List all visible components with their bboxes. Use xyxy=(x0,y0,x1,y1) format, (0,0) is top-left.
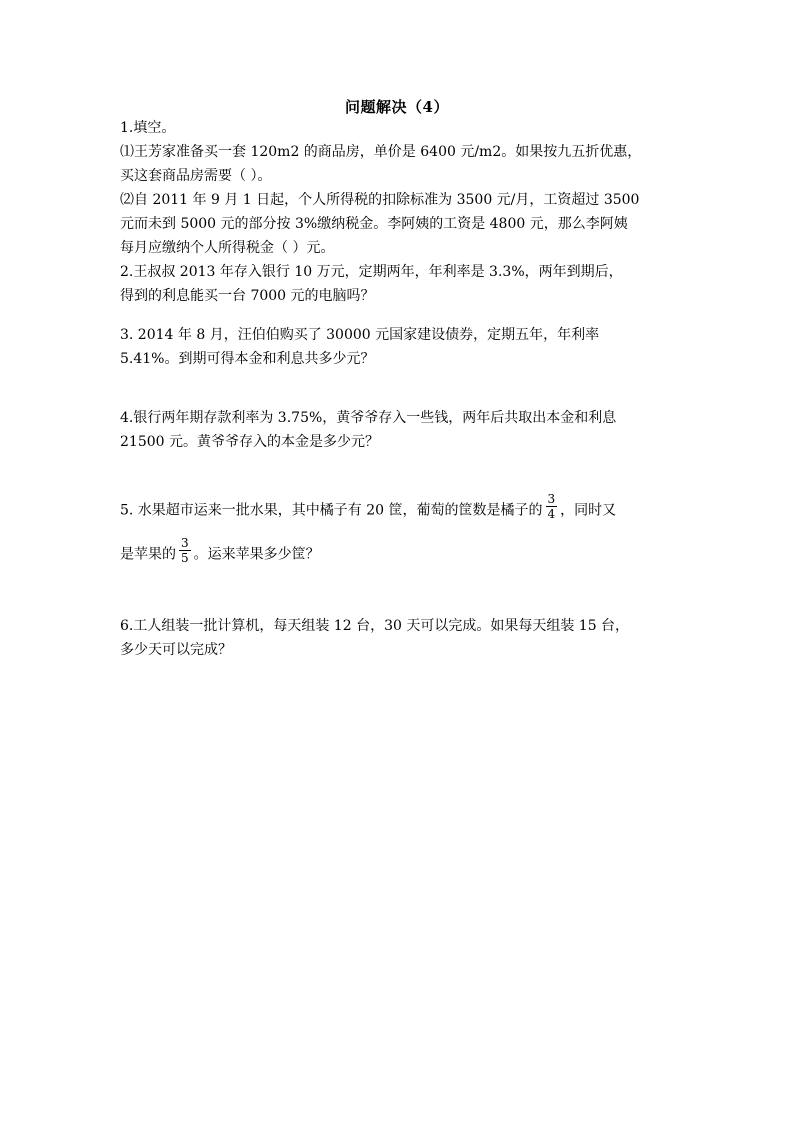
q5-line2-text-a: 是苹果的 xyxy=(120,546,176,563)
question-1 xyxy=(120,116,690,260)
question-4 xyxy=(120,406,690,454)
q1-part2-line1: ⑵自 2011 年 9 月 1 日起，个人所得税的扣除标准为 3500 元/月，工资超过 3500 xyxy=(120,192,640,208)
q5-line2 xyxy=(120,536,690,574)
q6-line1: 6.工人组装一批计算机，每天组装 12 台，30 天可以完成。如果每天组装 15 台， xyxy=(120,618,630,634)
q4-line2: 21500 元。黄爷爷存入的本金是多少元？ xyxy=(120,434,379,450)
fraction-numerator: 3 xyxy=(547,492,556,506)
q4-line1: 4.银行两年期存款利率为 3.75%，黄爷爷存入一些钱，两年后共取出本金和利息 xyxy=(120,410,617,426)
q5-line1 xyxy=(120,492,690,540)
q3-line1: 3. 2014 年 8 月，汪伯伯购买了 30000 元国家建设债券，定期五年，年利率 xyxy=(120,327,600,343)
q3-line2: 5.41%。到期可得本金和利息共多少元？ xyxy=(120,351,375,367)
question-5 xyxy=(120,492,690,574)
q6-line2: 多少天可以完成？ xyxy=(120,642,232,658)
page-title: 问题解决（4） xyxy=(345,98,449,116)
fraction-three-fifths xyxy=(179,536,191,565)
q1-part2-line2: 元而未到 5000 元的部分按 3%缴纳税金。李阿姨的工资是 4800 元，那么李阿姨 xyxy=(120,216,628,232)
q5-line1-text-b: ，同时又 xyxy=(560,502,617,519)
q1-part1-line1: ⑴王芳家准备买一套 120m2 的商品房，单价是 6400 元/m2。如果按九五折优惠， xyxy=(120,144,642,160)
question-3 xyxy=(120,323,690,371)
q5-line1-text-a: 5. 水果超市运来一批水果，其中橘子有 20 筐，葡萄的筐数是橘子的 xyxy=(120,502,543,519)
q1-part2-line3: 每月应缴纳个人所得税金（ ）元。 xyxy=(120,240,335,256)
question-2 xyxy=(120,260,690,308)
fraction-three-quarters xyxy=(546,492,558,521)
fraction-denominator: 5 xyxy=(181,551,189,565)
fraction-denominator: 4 xyxy=(547,507,556,521)
q2-line2: 得到的利息能买一台 7000 元的电脑吗？ xyxy=(120,288,375,304)
q1-part1-line2: 买这套商品房需要（ ）。 xyxy=(120,168,272,184)
fraction-numerator: 3 xyxy=(181,536,189,550)
question-6 xyxy=(120,614,690,662)
q2-line1: 2.王叔叔 2013 年存入银行 10 万元，定期两年，年利率是 3.3%，两年到期后， xyxy=(120,264,623,280)
q1-header: 1.填空。 xyxy=(120,120,176,136)
q5-line2-text-b: 。运来苹果多少筐？ xyxy=(193,546,320,563)
